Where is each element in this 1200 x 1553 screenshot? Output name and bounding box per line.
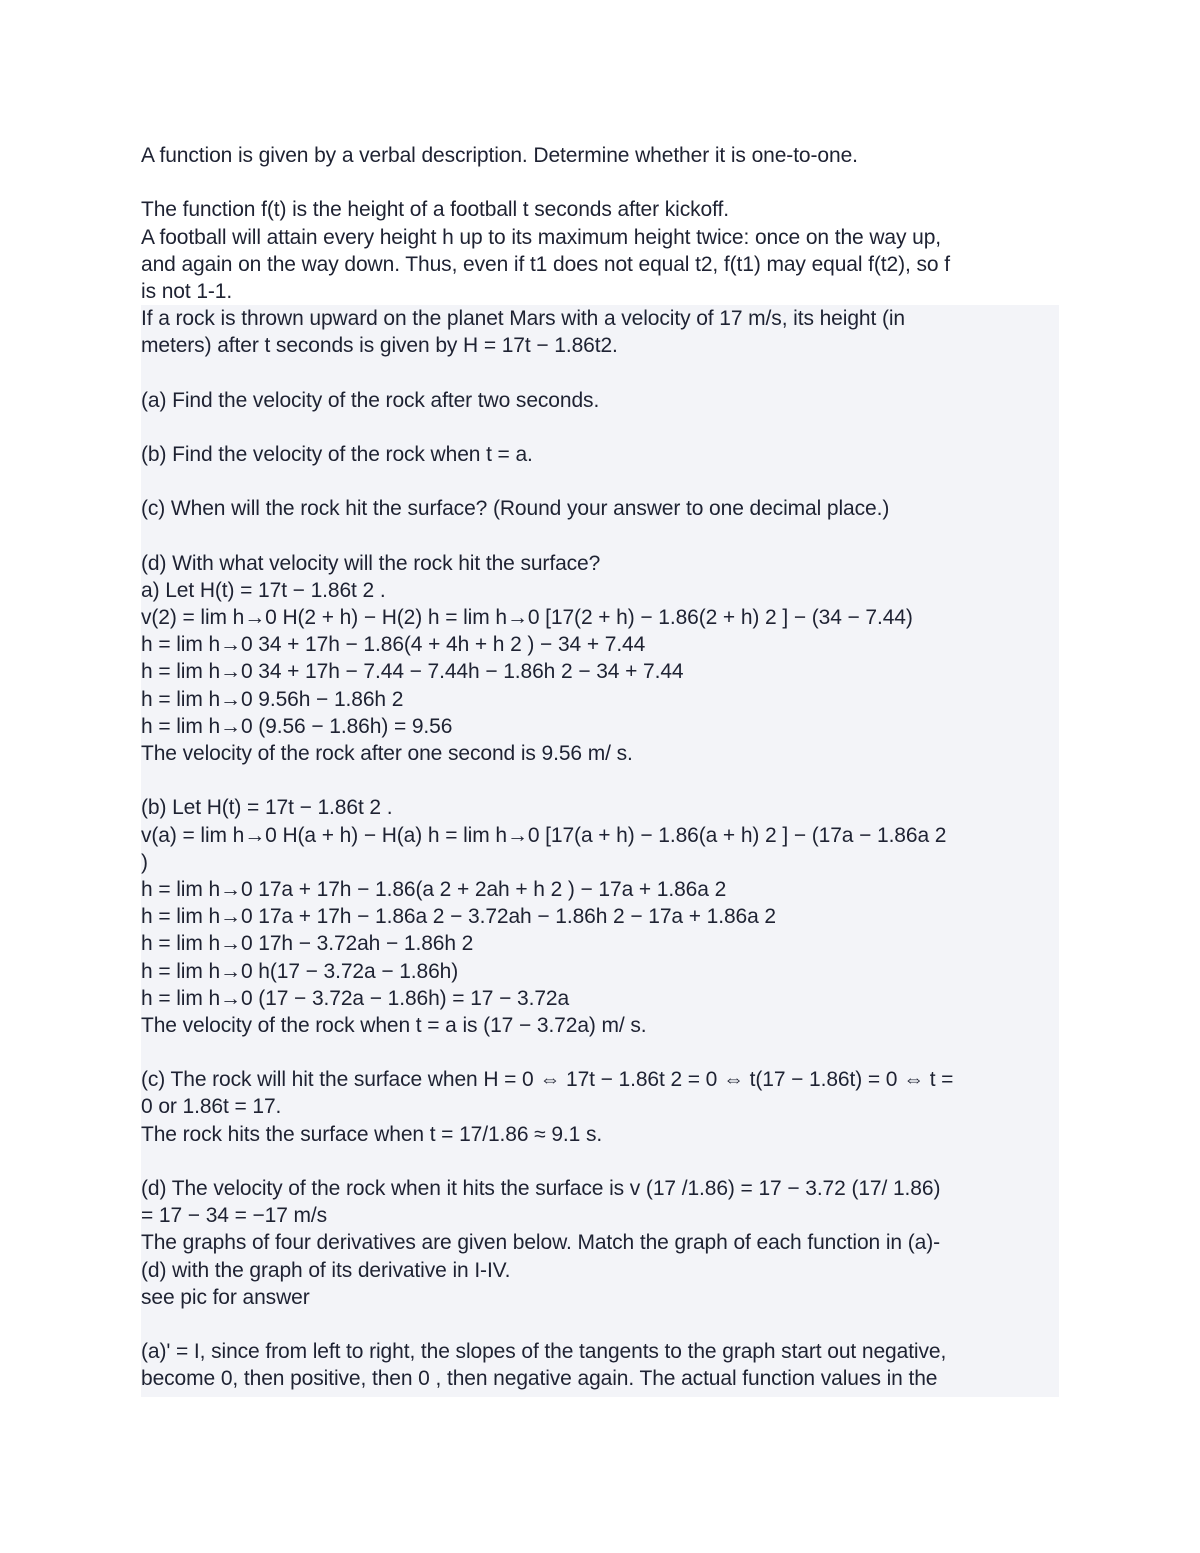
solution-a-line: v(2) = lim h→0 H(2 + h) − H(2) h = lim h→0 [17(2 + h) − 1.86(2 + h) 2 ] − (34 − 7.44) [141,606,913,630]
blank-line [141,169,1059,196]
solution-b-line: ) [141,850,148,874]
solution-a-line: h = lim h→0 (9.56 − 1.86h) = 9.56 [141,714,453,738]
one-to-one-section [141,142,1059,305]
solution-c-line: 0 or 1.86t = 17. [141,1095,282,1119]
solution-d-line: = 17 − 34 = −17 m/s [141,1204,328,1228]
rock-prompt-line: If a rock is thrown upward on the planet Mars with a velocity of 17 m/s, its height (in [141,307,905,330]
derivative-answer-line: become 0, then positive, then 0 , then negative again. The actual function values in the [141,1367,938,1391]
rock-prompt-line: meters) after t seconds is given by H = 17t − 1.86t2. [141,334,618,358]
solution-c-line: (c) The rock will hit the surface when H = 0 ⇔ 17t − 1.86t 2 = 0 ⇔ t(17 − 1.86t) = 0 ⇔ t = [141,1068,954,1092]
solution-c-line: The rock hits the surface when t = 17/1.86 ≈ 9.1 s. [141,1122,603,1146]
answer-line: A football will attain every height h up to its maximum height twice: once on the way up, [141,225,942,249]
answer-line: is not 1-1. [141,279,233,303]
solution-b-line: h = lim h→0 17a + 17h − 1.86a 2 − 3.72ah − 1.86h 2 − 17a + 1.86a 2 [141,905,776,929]
blank-line [141,468,1059,495]
see-pic-text: see pic for answer [141,1285,310,1309]
solution-a-line: h = lim h→0 34 + 17h − 1.86(4 + 4h + h 2 ) − 34 + 7.44 [141,633,646,657]
part-a-question: (a) Find the velocity of the rock after two seconds. [141,388,600,412]
solution-a-line: h = lim h→0 9.56h − 1.86h 2 [141,687,404,711]
solution-b-line: The velocity of the rock when t = a is (17 − 3.72a) m/ s. [141,1013,647,1037]
solution-a-line: a) Let H(t) = 17t − 1.86t 2 . [141,578,386,602]
question-text: A function is given by a verbal description. Determine whether it is one-to-one. [141,144,858,167]
solution-b-line: (b) Let H(t) = 17t − 1.86t 2 . [141,796,393,820]
part-d-question: (d) With what velocity will the rock hit the surface? [141,551,601,575]
answer-line: and again on the way down. Thus, even if t1 does not equal t2, f(t1) may equal f(t2), so f [141,252,950,276]
derivative-prompt-line: (d) with the graph of its derivative in I-IV. [141,1258,511,1282]
blank-line [141,414,1059,441]
blank-line [141,1039,1059,1066]
blank-line [141,767,1059,794]
rock-problem-section [141,305,1059,1397]
derivative-prompt-line: The graphs of four derivatives are given below. Match the graph of each function in (a)- [141,1231,940,1255]
part-b-question: (b) Find the velocity of the rock when t = a. [141,442,533,466]
derivative-answer-line: (a)' = I, since from left to right, the slopes of the tangents to the graph start out negative, [141,1340,947,1364]
solution-a-line: h = lim h→0 34 + 17h − 7.44 − 7.44h − 1.86h 2 − 34 + 7.44 [141,660,684,684]
blank-line [141,523,1059,550]
solution-b-line: h = lim h→0 17h − 3.72ah − 1.86h 2 [141,932,474,956]
blank-line [141,1148,1059,1175]
solution-b-line: h = lim h→0 17a + 17h − 1.86(a 2 + 2ah + h 2 ) − 17a + 1.86a 2 [141,877,727,901]
statement-text: The function f(t) is the height of a football t seconds after kickoff. [141,198,729,222]
blank-line [141,359,1059,386]
blank-line [141,1311,1059,1338]
solution-d-line: (d) The velocity of the rock when it hits the surface is v (17 /1.86) = 17 − 3.72 (17/ 1.86) [141,1177,941,1200]
solution-b-line: h = lim h→0 (17 − 3.72a − 1.86h) = 17 − 3.72a [141,986,570,1010]
solution-a-line: The velocity of the rock after one second is 9.56 m/ s. [141,742,633,765]
part-c-question: (c) When will the rock hit the surface? (Round your answer to one decimal place.) [141,497,890,521]
solution-b-line: v(a) = lim h→0 H(a + h) − H(a) h = lim h→0 [17(a + h) − 1.86(a + h) 2 ] − (17a − 1.86a 2 [141,823,947,847]
solution-b-line: h = lim h→0 h(17 − 3.72a − 1.86h) [141,959,459,983]
